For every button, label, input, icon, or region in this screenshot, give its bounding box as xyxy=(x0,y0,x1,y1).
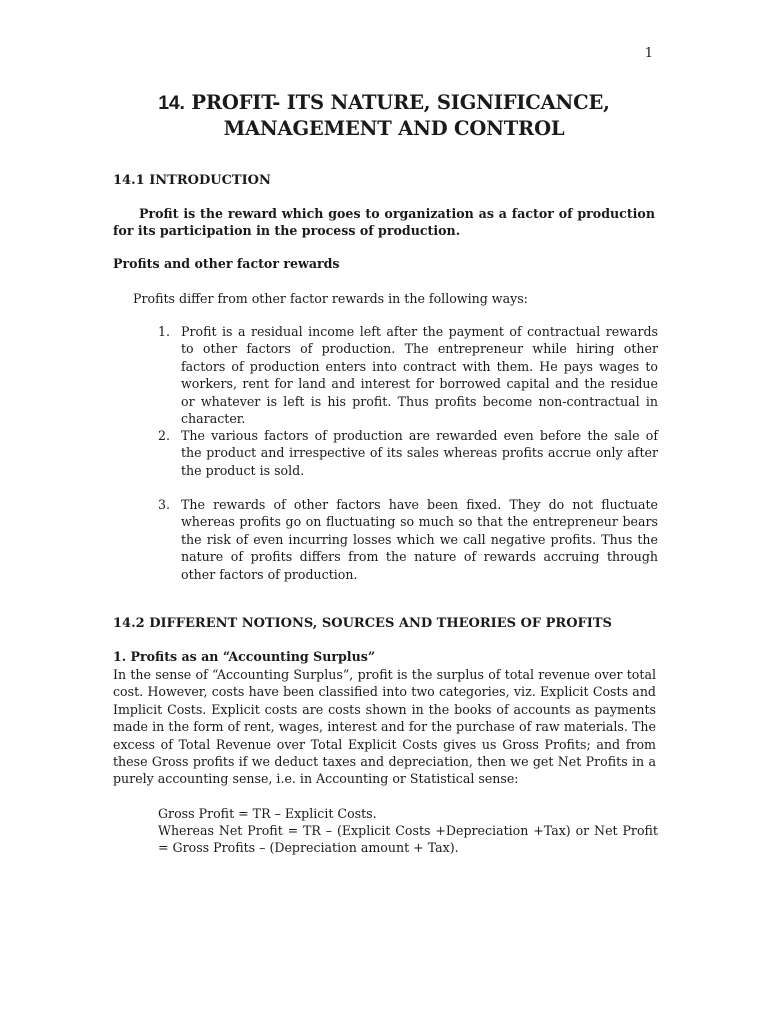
list-item xyxy=(158,323,658,427)
subheading-accounting-surplus: 1. Profits as an “Accounting Surplus” xyxy=(113,649,376,664)
list-marker: 3. xyxy=(158,497,171,512)
lead-paragraph: Profits differ from other factor rewards in the following ways: xyxy=(133,291,528,306)
section-heading-notions: 14.2 DIFFERENT NOTIONS, SOURCES AND THEORIES OF PROFITS xyxy=(113,616,612,631)
list-marker: 2. xyxy=(158,428,171,443)
list-item-text: The rewards of other factors have been fixed. They do not fluctuate whereas profits go on fluctuating so much so that the entrepreneur bears the risk of even incurring losses which we call negative profits. Thus the nature of profits differs from the nature of rewards accruing through other factors of production. xyxy=(181,497,658,582)
accounting-surplus-paragraph: In the sense of “Accounting Surplus”, profit is the surplus of total revenue over total cost. However, costs have been classified into two categories, viz. Explicit Costs and Implicit Costs. Explicit costs are costs shown in the books of accounts as payments made in the form of rent, wages, interest and for the purchase of raw materials. The excess of Total Revenue over Total Explicit Costs gives us Gross Profits; and from these Gross profits if we deduct taxes and depreciation, then we get Net Profits in a purely accounting sense, i.e. in Accounting or Statistical sense: xyxy=(113,667,656,787)
chapter-title-line2: MANAGEMENT AND CONTROL xyxy=(223,117,565,140)
subheading-factor-rewards: Profits and other factor rewards xyxy=(113,256,340,271)
list-item xyxy=(158,427,658,479)
formula-gross-profit: Gross Profit = TR – Explicit Costs. xyxy=(158,806,377,821)
chapter-title-text: PROFIT- ITS NATURE, SIGNIFICANCE, xyxy=(191,91,610,114)
chapter-title-line1 xyxy=(0,91,768,115)
chapter-number: 14. xyxy=(158,92,185,114)
formula-net-profit: Whereas Net Profit = TR – (Explicit Costs +Depreciation +Tax) or Net Profit = Gross Profits – (Depreciation amount + Tax). xyxy=(158,823,658,856)
list-item-text: Profit is a residual income left after the payment of contractual rewards to other factors of production. The entrepreneur while hiring other factors of production enters into contract with them. He pays wages to workers, rent for land and interest for borrowed capital and the residue or whatever is left is his profit. Thus profits become non-contractual in character. xyxy=(181,324,658,427)
section-heading-introduction: 14.1 INTRODUCTION xyxy=(113,173,271,188)
intro-paragraph: Profit is the reward which goes to organization as a factor of production for its participation in the process of production. xyxy=(113,206,655,239)
list-item xyxy=(158,496,658,583)
list-item-text: The various factors of production are rewarded even before the sale of the product and irrespective of its sales whereas profits accrue only after the product is sold. xyxy=(181,428,658,478)
list-marker: 1. xyxy=(158,324,171,339)
page-number: 1 xyxy=(644,46,653,61)
